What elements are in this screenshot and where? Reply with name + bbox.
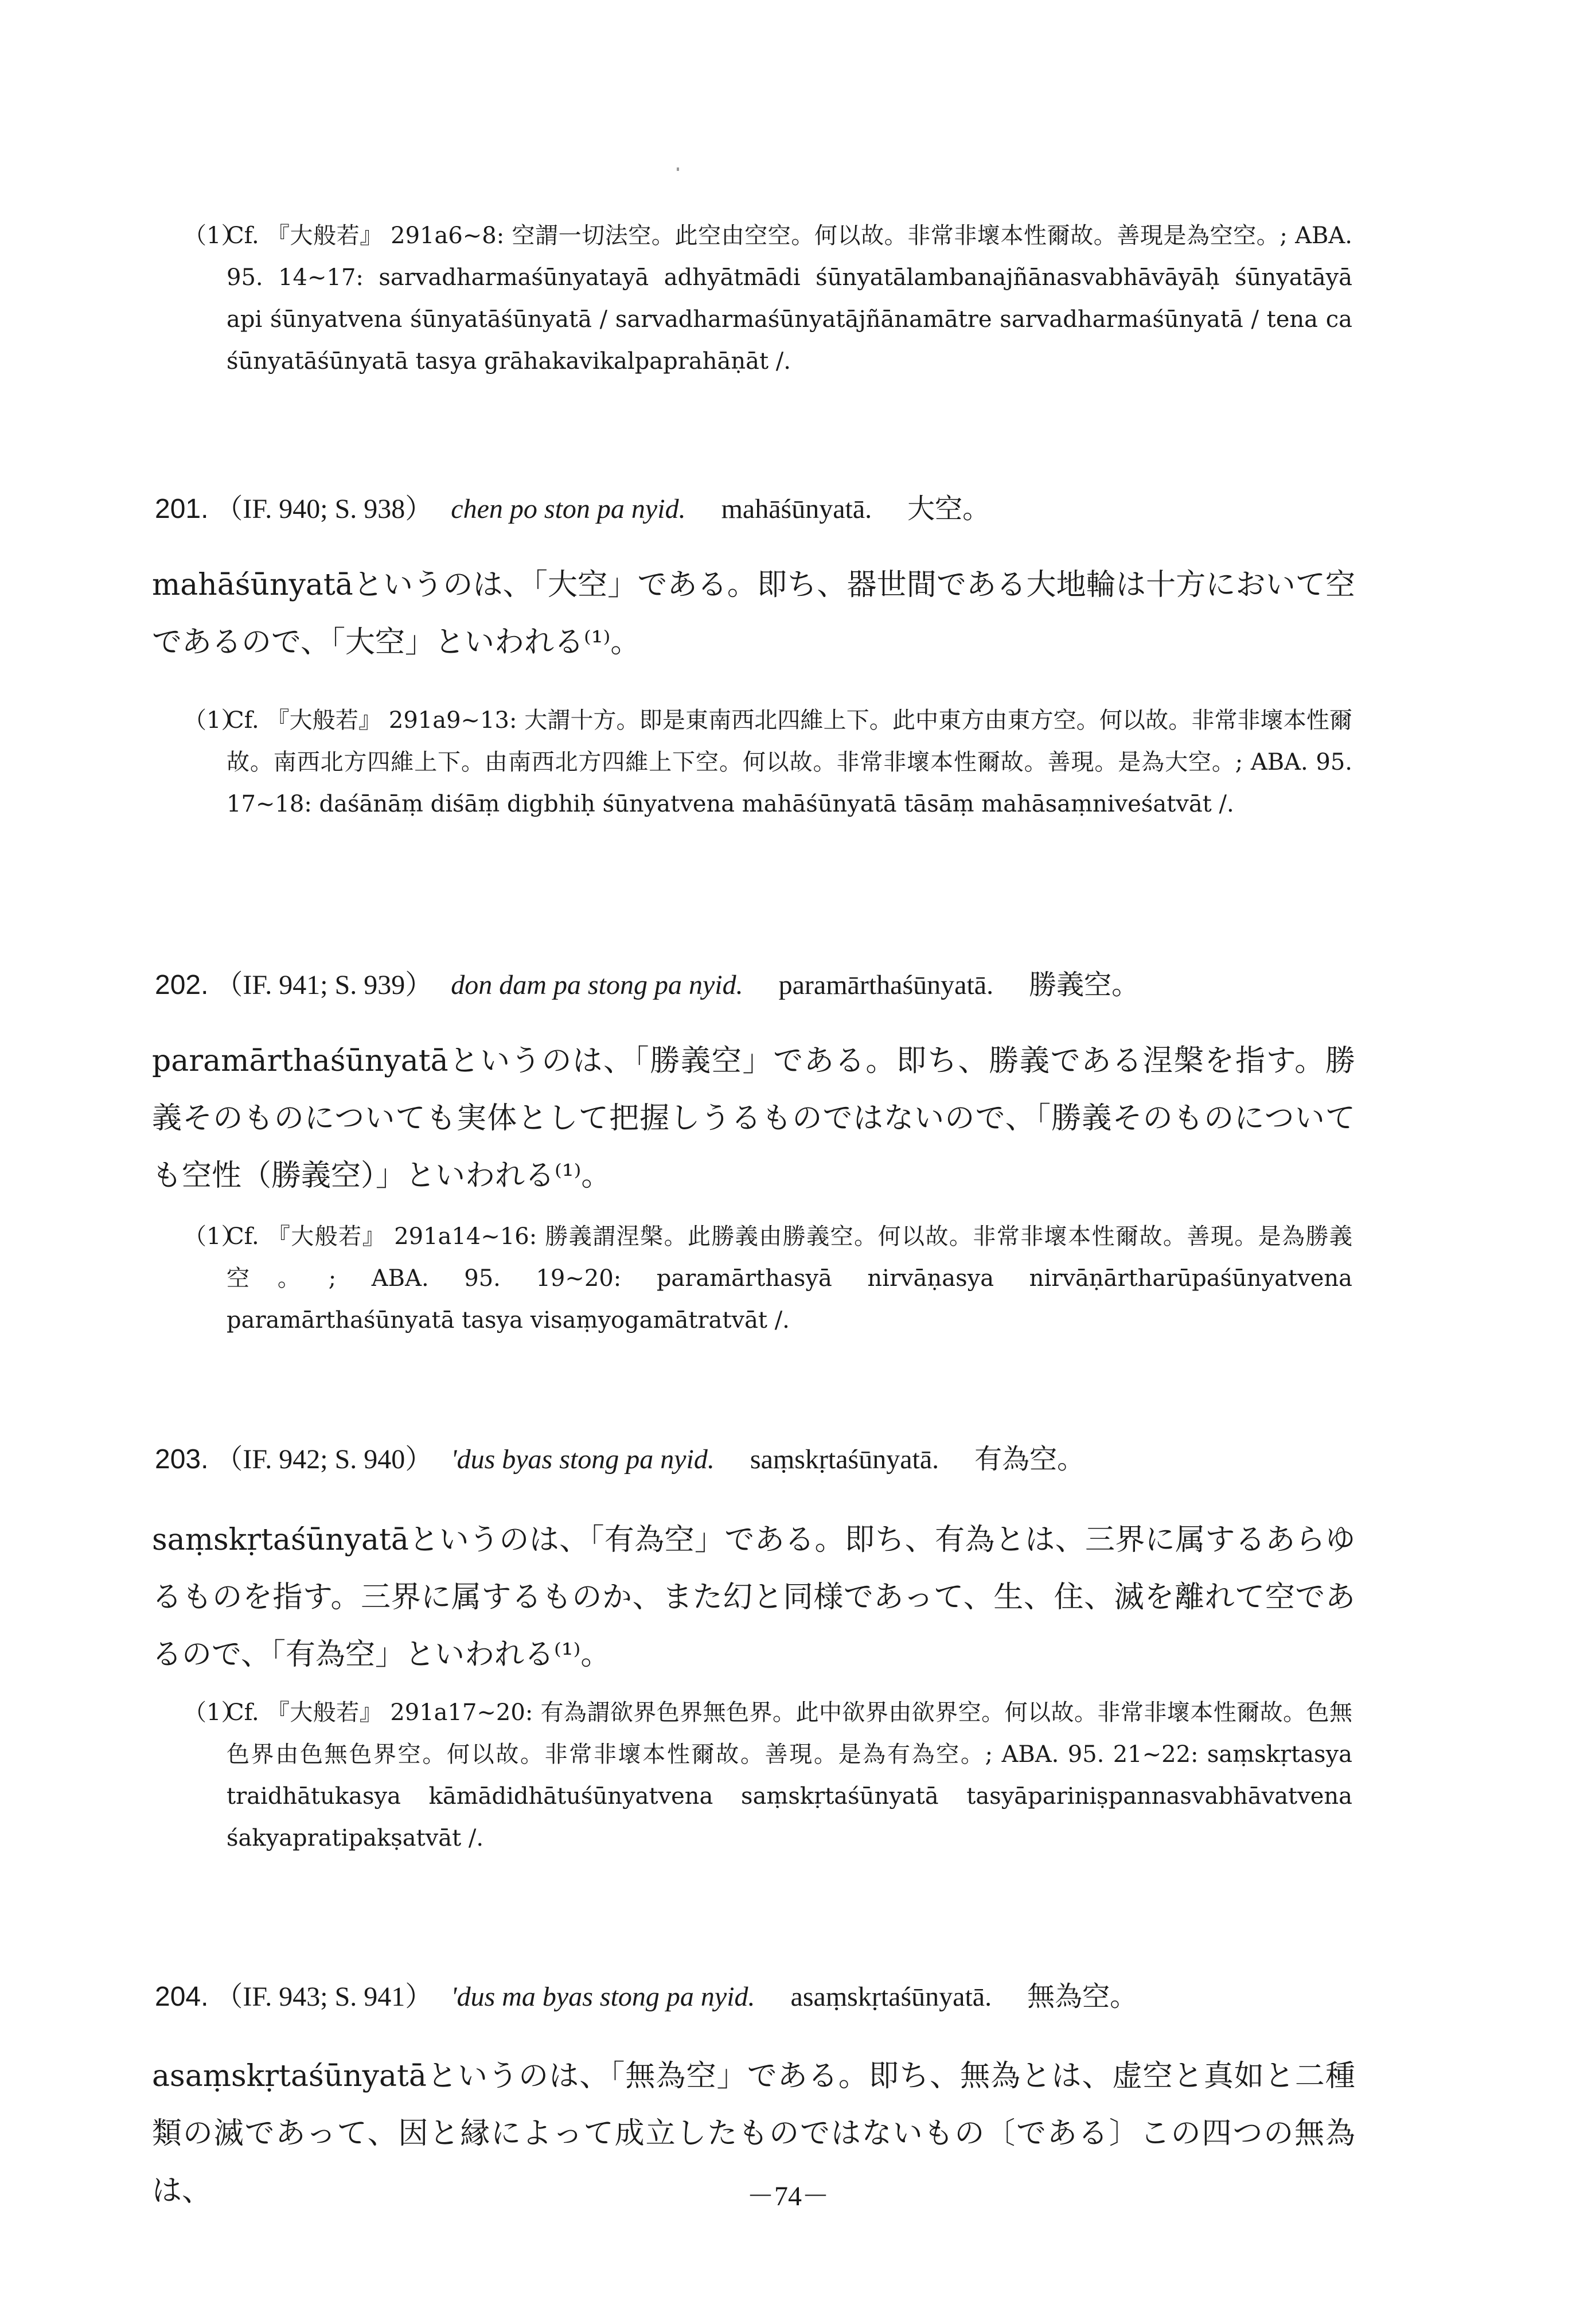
- entry-paragraph-204: asaṃskṛtaśūnyatāというのは、「無為空」である。即ち、無為とは、虚空と真如と二種類の滅であって、因と縁によって成立したものではないもの〔である〕この四つの無為は、: [152, 2059, 1355, 2208]
- entry-paragraph-203: saṃskṛtaśūnyatāというのは、「有為空」である。即ち、有為とは、三界に属するあらゆるものを指す。三界に属するものか、また幻と同様であって、生、住、滅を離れて空であるので、「有為空」といわれる⁽¹⁾。: [152, 1523, 1355, 1672]
- sanskrit-term: asaṃskṛtaśūnyatā.: [790, 1982, 992, 2012]
- entry-number: 202.: [155, 970, 209, 1000]
- footnote-marker: （1）: [184, 707, 244, 734]
- japanese-term: 有為空。: [974, 1444, 1085, 1475]
- footnote-201: [0, 700, 1576, 825]
- footnote-text: Cf. 『大般若』 291a9~13: 大謂十方。即是東南西北四維上下。此中東方由東方空。何以故。非常非壞本性爾故。南西北方四維上下。由南西北方四維上下空。何以故。非常非壞本性爾故。善現。是為大空。; ABA. 95. 17~18: daśānāṃ diśāṃ digbhiḥ śūnyatvena mahāśūnyatā tāsāṃ mahāsaṃniveśatvāt /.: [227, 707, 1352, 817]
- footnote-text: Cf. 『大般若』 291a6~8: 空謂一切法空。此空由空空。何以故。非常非壞本性爾故。善現是為空空。; ABA. 95. 14~17: sarvadharmaśūnyatayā adhyātmādi śūnyatālambanajñānasvabhāvāyāḥ śūnyatāyā api śūnyatvena śūnyatāśūnyatā / sarvadharmaśūnyatājñānamātre sarvadharmaśūnyatā / tena ca śūnyatāśūnyatā tasya grāhakavikalpaprahāṇāt /.: [227, 223, 1352, 375]
- entry-heading-204: [0, 1980, 1576, 2014]
- entry-number: 203.: [155, 1444, 209, 1475]
- entry-number: 204.: [155, 1982, 209, 2012]
- tibetan-term: 'dus byas stong pa nyid.: [451, 1444, 715, 1475]
- footnote-marker: （1）: [184, 1223, 244, 1250]
- footnote-203: [0, 1692, 1576, 1859]
- entry-paragraph-202: paramārthaśūnyatāというのは、「勝義空」である。即ち、勝義である涅槃を指す。勝義そのものについても実体として把握しうるものではないので、「勝義そのものについても空性（勝義空）」といわれる⁽¹⁾。: [152, 1044, 1355, 1193]
- entry-reference: （IF. 941; S. 939）: [215, 970, 433, 1000]
- entry-reference: （IF. 943; S. 941）: [215, 1982, 433, 2012]
- entry-heading-203: [0, 1442, 1576, 1477]
- tibetan-term: chen po ston pa nyid.: [451, 494, 686, 524]
- japanese-term: 無為空。: [1027, 1982, 1138, 2012]
- scan-speck: [677, 167, 679, 171]
- entry-paragraph-201: mahāśūnyatāというのは、「大空」である。即ち、器世間である大地輪は十方において空であるので、「大空」といわれる⁽¹⁾。: [152, 568, 1355, 660]
- sanskrit-term: saṃskṛtaśūnyatā.: [750, 1444, 939, 1475]
- footnote-text: Cf. 『大般若』 291a17~20: 有為謂欲界色界無色界。此中欲界由欲界空。何以故。非常非壞本性爾故。色無色界由色無色界空。何以故。非常非壞本性爾故。善現。是為有為空。; ABA. 95. 21~22: saṃskṛtasya traidhātukasya kāmādidhātuśūnyatvena saṃskṛtaśūnyatā tasyāpariniṣpannasvabhāvatvena śakyapratipakṣatvāt /.: [227, 1699, 1352, 1851]
- footnote-marker: （1）: [184, 1699, 244, 1726]
- page-number: －74－: [746, 2181, 829, 2212]
- entry-number: 201.: [155, 494, 209, 524]
- footnote-200: [0, 215, 1576, 383]
- entry-heading-202: [0, 968, 1576, 1003]
- entry-heading-201: [0, 492, 1576, 527]
- entry-reference: （IF. 940; S. 938）: [215, 494, 433, 524]
- tibetan-term: 'dus ma byas stong pa nyid.: [451, 1982, 755, 2012]
- sanskrit-term: mahāśūnyatā.: [721, 494, 872, 524]
- footnote-text: Cf. 『大般若』 291a14~16: 勝義謂涅槃。此勝義由勝義空。何以故。非常非壞本性爾故。善現。是為勝義空。; ABA. 95. 19~20: paramārthasyā nirvāṇasya nirvāṇārtharūpaśūnyatvena paramārthaśūnyatā tasya visaṃyogamātratvāt /.: [227, 1223, 1352, 1333]
- entry-reference: （IF. 942; S. 940）: [215, 1444, 433, 1475]
- footnote-marker: （1）: [184, 223, 244, 249]
- sanskrit-term: paramārthaśūnyatā.: [778, 970, 994, 1000]
- tibetan-term: don dam pa stong pa nyid.: [451, 970, 743, 1000]
- footnote-202: [0, 1216, 1576, 1342]
- japanese-term: 勝義空。: [1029, 970, 1140, 1000]
- japanese-term: 大空。: [907, 494, 990, 524]
